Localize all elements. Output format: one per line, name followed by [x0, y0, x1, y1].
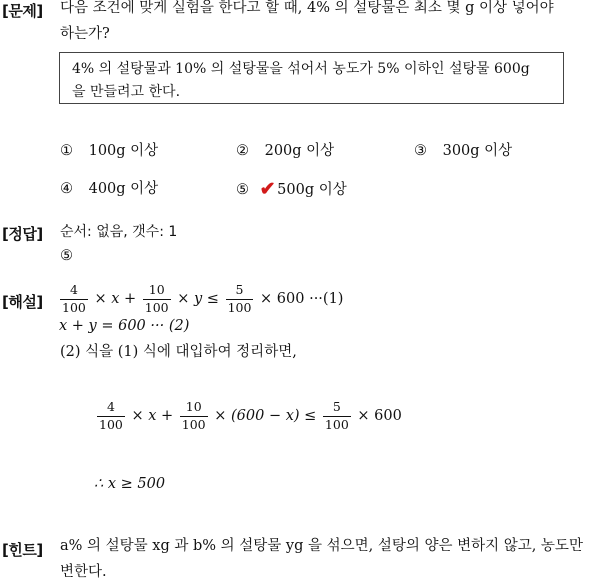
answer-choice: ⑤	[60, 248, 73, 264]
hint-line1: a% 의 설탕물 xg 과 b% 의 설탕물 yg 을 섞으면, 설탕의 양은 변하지 않고, 농도만	[60, 538, 583, 554]
option-2[interactable]	[236, 139, 334, 160]
hint-label: [힌트]	[2, 541, 43, 559]
option-text: 100g 이상	[88, 143, 159, 159]
option-4[interactable]	[60, 177, 158, 198]
fraction: $\frac{5}{100}$	[324, 399, 349, 432]
hint-line2: 변한다.	[60, 564, 107, 580]
fraction: $\frac{10}{100}$	[144, 282, 169, 315]
option-number: ⑤	[236, 182, 249, 198]
condition-line1: 4% 의 설탕물과 10% 의 설탕물을 섞어서 농도가 5% 이하인 설탕물 600g	[72, 61, 530, 77]
option-number: ④	[60, 181, 73, 197]
option-text: 200g 이상	[264, 143, 335, 159]
answer-label: [정답]	[2, 225, 43, 243]
condition-box	[59, 52, 564, 104]
equation-3: $\frac{4}{100}$ × x + $\frac{10}{100}$ × (600 − x) ≤ $\frac{5}{100}$ × 600	[99, 399, 402, 432]
problem-text-line2: 하는가?	[60, 26, 110, 42]
checkmark-icon: ✔	[259, 178, 276, 200]
option-number: ③	[414, 143, 427, 159]
fraction: $\frac{10}{100}$	[181, 399, 206, 432]
option-3[interactable]	[414, 139, 512, 160]
option-number: ①	[60, 143, 73, 159]
condition-line2: 을 만들려고 한다.	[72, 84, 181, 100]
option-5[interactable]	[236, 177, 347, 199]
fraction: $\frac{4}{100}$	[99, 399, 123, 432]
problem-label: [문제]	[2, 2, 43, 20]
option-text: 400g 이상	[88, 181, 159, 197]
option-1[interactable]	[60, 139, 158, 160]
fraction: $\frac{4}{100}$	[62, 282, 86, 315]
equation-2: x + y = 600 ··· (2)	[59, 318, 190, 334]
option-text: 500g 이상	[277, 182, 347, 198]
conclusion: ∴ x ≥ 500	[94, 476, 166, 492]
option-number: ②	[236, 143, 249, 159]
option-text: 300g 이상	[442, 143, 513, 159]
solution-label: [해설]	[2, 293, 43, 311]
problem-text-line1: 다음 조건에 맞게 실험을 한다고 할 때, 4% 의 설탕물은 최소 몇 g 이상 넣어야	[60, 0, 554, 16]
fraction: $\frac{5}{100}$	[227, 282, 252, 315]
equation-1: $\frac{4}{100}$ × x + $\frac{10}{100}$ × y ≤ $\frac{5}{100}$ × 600 ···(1)	[62, 282, 344, 315]
answer-meta: 순서: 없음, 갯수: 1	[60, 224, 178, 240]
solution-explain: (2) 식을 (1) 식에 대입하여 정리하면,	[60, 344, 297, 360]
